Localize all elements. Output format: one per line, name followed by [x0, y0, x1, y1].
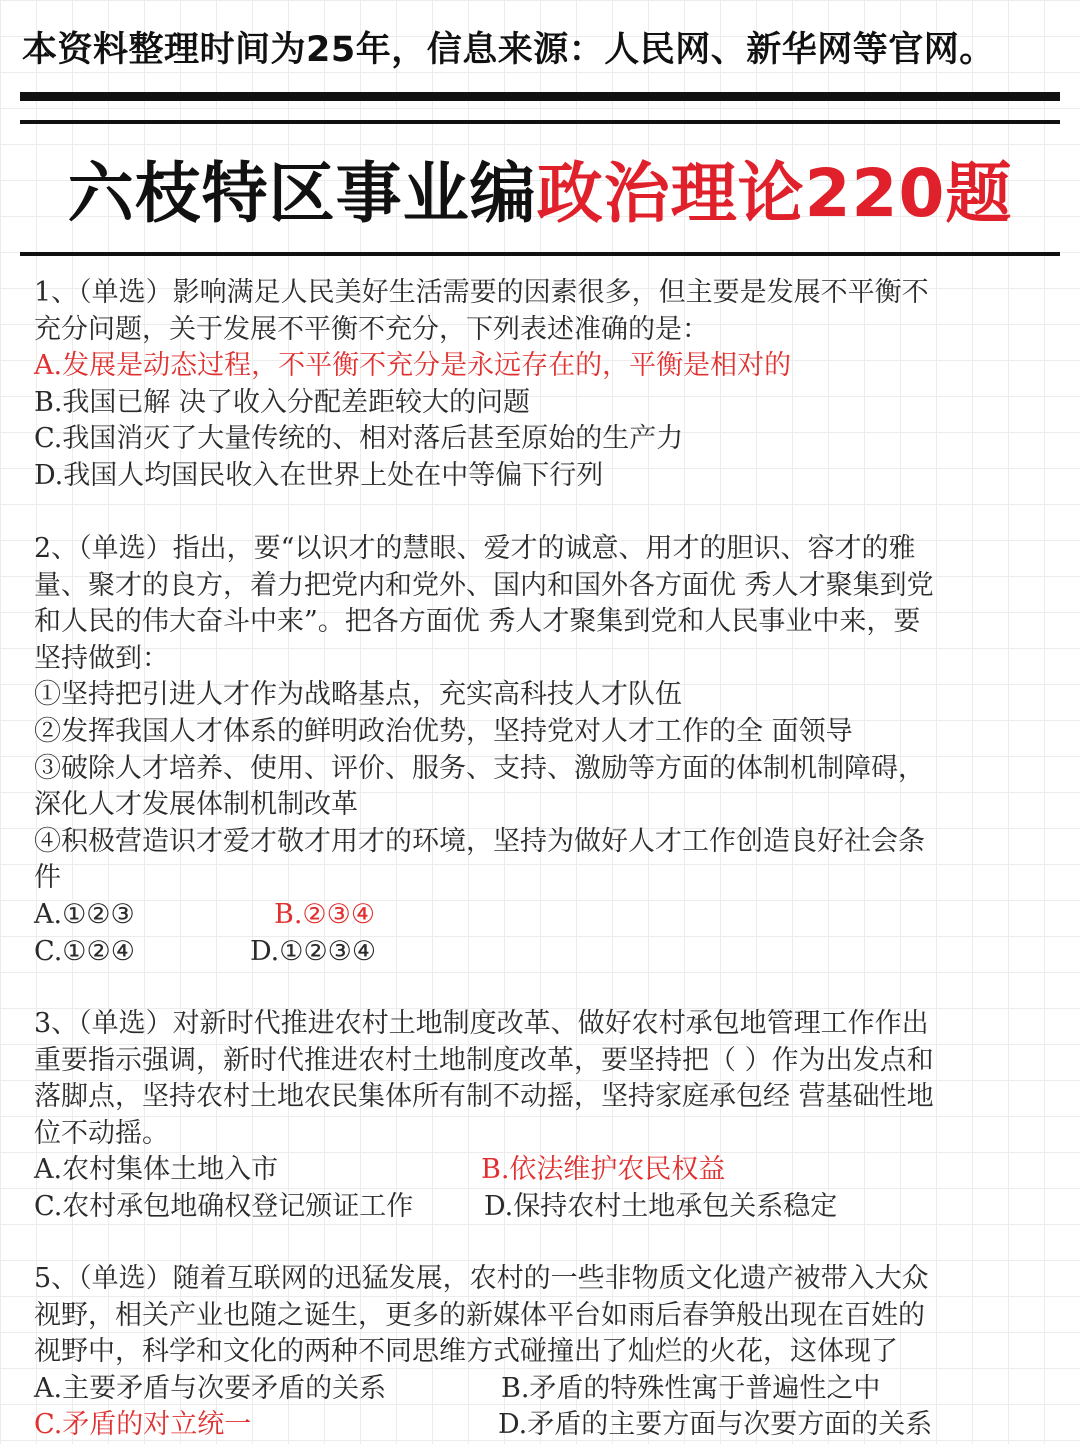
question-stem-line: 视野，相关产业也随之诞生，更多的新媒体平台如雨后春笋般出现在百姓的: [34, 1299, 925, 1331]
question-stem-line: 3、（单选）对新时代推进农村土地制度改革、做好农村承包地管理工作作出: [34, 1008, 929, 1039]
statement-3: ③破除人才培养、使用、评价、服务、支持、激励等方面的体制机制障碍，: [34, 752, 925, 784]
title-red-part: 政治理论220题: [536, 155, 1013, 232]
option-row: [34, 1189, 1060, 1226]
statement-3-continued: 深化人才发展体制机制改革: [34, 789, 358, 821]
option-b: B.矛盾的特殊性寓于普遍性之中: [501, 1372, 881, 1404]
statement-4: ④积极营造识才爱才敬才用才的环境，坚持为做好人才工作创造良好社会条: [34, 825, 925, 857]
option-b: B.我国已解 决了收入分配差距较大的问题: [34, 386, 531, 418]
option-a: A.主要矛盾与次要矛盾的关系: [34, 1372, 387, 1404]
question-stem-line: 5、（单选）随着互联网的迅猛发展，农村的一些非物质文化遗产被带入大众: [34, 1263, 929, 1294]
option-c: C.矛盾的对立统一: [34, 1409, 252, 1441]
question-1: [34, 275, 1060, 495]
option-d: D.我国人均国民收入在世界上处在中等偏下行列: [34, 459, 604, 491]
question-2: [34, 531, 1060, 970]
option-d: D.①②③④: [250, 935, 377, 967]
option-d: D.矛盾的主要方面与次要方面的关系: [498, 1409, 933, 1441]
option-row: [34, 1152, 1060, 1189]
question-stem-line: 重要指示强调，新时代推进农村土地制度改革，要坚持把（ ）作为出发点和: [34, 1044, 934, 1076]
option-b: B.②③④: [274, 898, 376, 930]
statement-2: ②发挥我国人才体系的鲜明政治优势，坚持党对人才工作的全 面领导: [34, 715, 853, 747]
question-stem-line: 位不动摇。: [34, 1117, 169, 1149]
title-black-part: 六枝特区事业编: [67, 155, 537, 232]
option-c: C.农村承包地确权登记颁证工作: [34, 1190, 414, 1222]
option-a: A.①②③: [34, 898, 135, 930]
option-row: [34, 897, 1060, 934]
option-a: A.发展是动态过程，不平衡不充分是永远存在的，平衡是相对的: [34, 350, 792, 382]
option-c: C.我国消灭了大量传统的、相对落后甚至原始的生产力: [34, 423, 684, 455]
question-stem-line: 视野中，科学和文化的两种不同思维方式碰撞出了灿烂的火花，这体现了: [34, 1336, 898, 1368]
statement-1: ①坚持把引进人才作为战略基点，充实高科技人才队伍: [34, 679, 682, 711]
source-notice: 本资料整理时间为25年，信息来源：人民网、新华网等官网。: [22, 30, 995, 70]
option-row: [34, 1371, 1060, 1408]
question-stem-line: 2、（单选）指出，要“以识才的慧眼、爱才的诚意、用才的胆识、容才的雅: [34, 533, 916, 564]
option-row: [34, 1407, 1060, 1444]
question-stem-line: 坚持做到：: [34, 642, 169, 674]
option-c: C.①②④: [34, 935, 135, 967]
page-title: [0, 140, 1080, 235]
question-stem-line: 落脚点，坚持农村土地农民集体所有制不动摇，坚持家庭承包经 营基础性地: [34, 1081, 934, 1113]
option-b: B.依法维护农民权益: [481, 1154, 726, 1186]
question-stem-line: 和人民的伟大奋斗中来”。把各方面优 秀人才聚集到党和人民事业中来，要: [34, 606, 921, 638]
option-row: [34, 934, 1060, 971]
question-5: [34, 1261, 1060, 1444]
option-d: D.保持农村土地承包关系稳定: [484, 1190, 838, 1222]
top-thick-rule: [20, 92, 1060, 101]
option-a: A.农村集体土地入市: [34, 1154, 279, 1186]
question-stem-line: 1、（单选）影响满足人民美好生活需要的因素很多，但主要是发展不平衡不: [34, 277, 929, 308]
question-stem-line: 充分问题，关于发展不平衡不充分，下列表述准确的是：: [34, 313, 709, 345]
top-thin-rule: [20, 120, 1060, 124]
statement-4-continued: 件: [34, 862, 61, 894]
question-stem-line: 量、聚才的良方，着力把党内和党外、国内和国外各方面优 秀人才聚集到党: [34, 569, 934, 601]
title-bottom-rule: [20, 252, 1060, 256]
question-3: [34, 1006, 1060, 1226]
